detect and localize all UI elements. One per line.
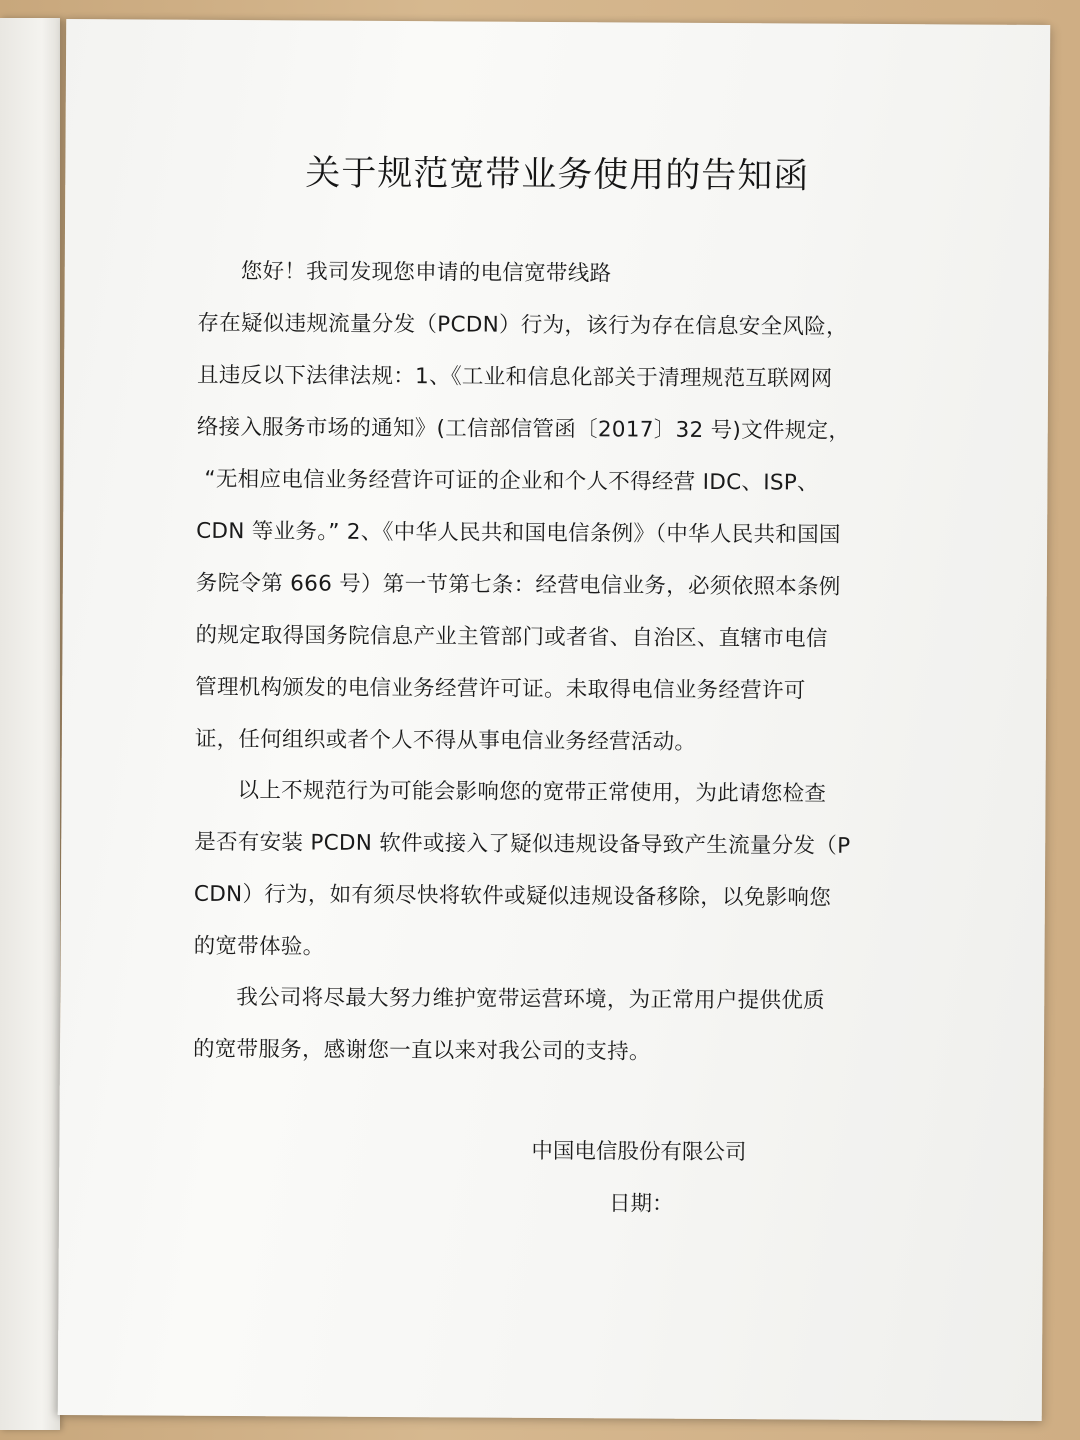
body-line: CDN）行为，如有须尽快将软件或疑似违规设备移除，以免影响您 — [193, 881, 832, 911]
body-line: 我公司将尽最大努力维护宽带运营环境，为正常用户提供优质 — [236, 985, 825, 1014]
body-line: 的宽带服务，感谢您一直以来对我公司的支持。 — [192, 1036, 651, 1065]
body-line: 是否有安装 PCDN 软件或接入了疑似违规设备导致产生流量分发（P — [194, 829, 851, 859]
body-line: 且违反以下法律法规：1、《工业和信息化部关于清理规范互联网网 — [197, 362, 833, 392]
letter-title: 关于规范宽带业务使用的告知函 — [305, 153, 810, 197]
body-line: 络接入服务市场的通知》(工信部信管函〔2017〕32 号)文件规定， — [196, 414, 851, 444]
body-line: 的规定取得国务院信息产业主管部门或者省、自治区、直辖市电信 — [195, 622, 828, 652]
signature-date-label: 日期： — [608, 1191, 674, 1217]
notice-letter — [58, 19, 1051, 1421]
underlying-page — [0, 18, 60, 1430]
signature-company: 中国电信股份有限公司 — [531, 1138, 747, 1166]
body-line: “无相应电信业务经营许可证的企业和个人不得经营 IDC、ISP、 — [204, 466, 819, 496]
body-line: 您好！我司发现您申请的电信宽带线路 — [240, 259, 612, 287]
body-line: 以上不规范行为可能会影响您的宽带正常使用，为此请您检查 — [237, 778, 827, 807]
body-line: 务院令第 666 号）第一节第七条：经营电信业务，必须依照本条例 — [195, 570, 841, 600]
body-line: 管理机构颁发的电信业务经营许可证。未取得电信业务经营许可 — [195, 674, 806, 704]
body-line: CDN 等业务。” 2、《中华人民共和国电信条例》（中华人民共和国国 — [196, 518, 841, 548]
body-line: 的宽带体验。 — [193, 933, 325, 960]
body-line: 证，任何组织或者个人不得从事电信业务经营活动。 — [194, 726, 697, 755]
body-line: 存在疑似违规流量分发（PCDN）行为，该行为存在信息安全风险， — [197, 310, 848, 340]
